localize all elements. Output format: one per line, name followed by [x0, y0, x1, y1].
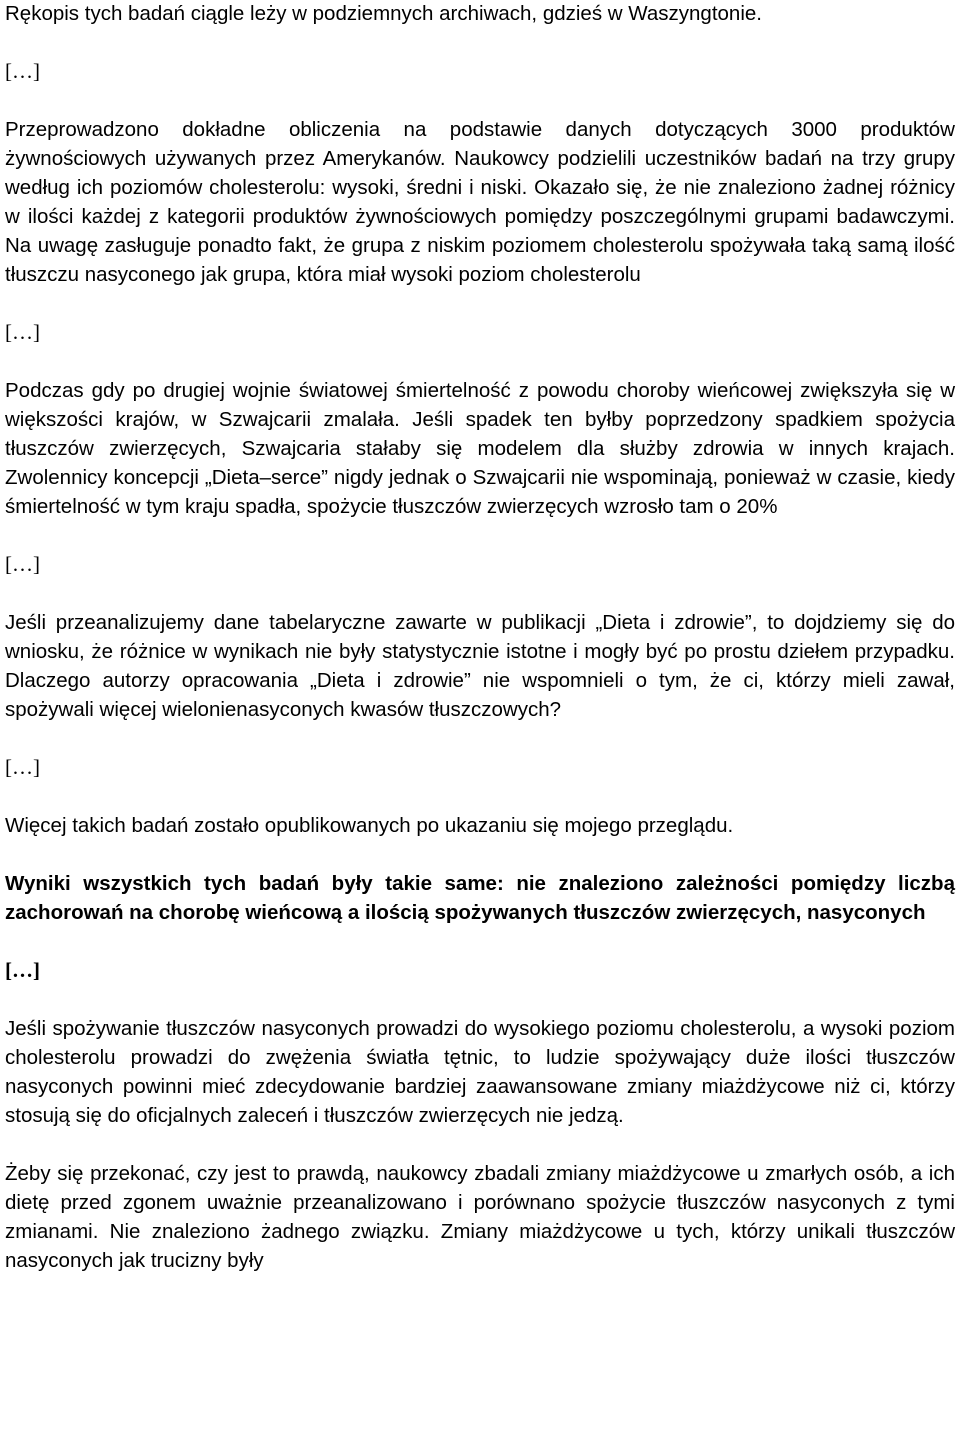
paragraph-text: Rękopis tych badań ciągle leży w podziemnych archiwach, gdzieś w Waszyngtonie.: [5, 2, 762, 25]
omission-marker: [5, 318, 955, 347]
paragraph-text: Jeśli przeanalizujemy dane tabelaryczne zawarte w publikacji „Dieta i zdrowie”, to dojdziemy się do wniosku, że różnice w wynikach nie były statystycznie istotne i mogły być po prostu dziełem przypadku. Dlaczego autorzy opracowania „Dieta i zdrowie” nie wspomnieli o tym, że ci, którzy mieli zawał, spożywali więcej wielonienasyconych kwasów tłuszczowych?: [5, 611, 955, 721]
omission-marker: [5, 753, 955, 782]
paragraph-results-bold: [5, 869, 955, 927]
omission-marker-text: […]: [5, 320, 40, 344]
paragraph-saturated-fats: [5, 1014, 955, 1130]
paragraph-manuscript: [5, 0, 955, 28]
paragraph-switzerland: [5, 376, 955, 521]
paragraph-text: Przeprowadzono dokładne obliczenia na podstawie danych dotyczących 3000 produktów żywnościowych używanych przez Amerykanów. Naukowcy podzielili uczestników badań na trzy grupy według ich poziomów cholesterolu: wysoki, średni i niski. Okazało się, że nie znaleziono żadnej różnicy w ilości każdej z kategorii produktów żywnościowych pomiędzy poszczególnymi grupami badawczymi. Na uwagę zasługuje ponadto fakt, że grupa z niskim poziomem cholesterolu spożywała taką samą ilość tłuszczu nasyconego jak grupa, która miał wysoki poziom cholesterolu: [5, 118, 955, 286]
paragraph-text: Podczas gdy po drugiej wojnie światowej śmiertelność z powodu choroby wieńcowej zwiększyła się w większości krajów, w Szwajcarii zmalała. Jeśli spadek ten byłby poprzedzony spadkiem spożycia tłuszczów zwierzęcych, Szwajcaria stałaby się modelem dla służby zdrowia w innych krajach. Zwolennicy koncepcji „Dieta–serce” nigdy jednak o Szwajcarii nie wspominają, ponieważ w czasie, kiedy śmiertelność w tym kraju spadła, spożycie tłuszczów zwierzęcych wzrosło tam o 20%: [5, 379, 955, 518]
paragraph-atherosclerosis: [5, 1159, 955, 1275]
paragraph-text: Jeśli spożywanie tłuszczów nasyconych prowadzi do wysokiego poziomu cholesterolu, a wysoki poziom cholesterolu prowadzi do zwężenia światła tętnic, to ludzie spożywający duże ilości tłuszczów nasyconych powinni mieć zdecydowanie bardziej zaawansowane zmiany miażdżycowe niż ci, którzy stosują się do oficjalnych zaleceń i tłuszczów zwierzęcych nie jedzą.: [5, 1017, 955, 1127]
omission-marker: [5, 550, 955, 579]
paragraph-text: Więcej takich badań zostało opublikowanych po ukazaniu się mojego przeglądu.: [5, 814, 734, 837]
omission-marker: [5, 57, 955, 86]
omission-marker-bold: [5, 956, 955, 985]
omission-marker-text: […]: [5, 755, 40, 779]
paragraph-text: Wyniki wszystkich tych badań były takie same: nie znaleziono zależności pomiędzy liczbą zachorowań na chorobę wieńcową a ilością spożywanych tłuszczów zwierzęcych, nasyconych: [5, 872, 955, 924]
omission-marker-text: […]: [5, 552, 40, 576]
omission-marker-text: […]: [5, 59, 40, 83]
paragraph-diet-and-health: [5, 608, 955, 724]
paragraph-text: Żeby się przekonać, czy jest to prawdą, naukowcy zbadali zmiany miażdżycowe u zmarłych osób, a ich dietę przed zgonem uważnie przeanalizowano i porównano spożycie tłuszczów nasyconych z tymi zmianami. Nie znaleziono żadnego związku. Zmiany miażdżycowe u tych, którzy unikali tłuszczów nasyconych jak trucizny były: [5, 1162, 955, 1272]
paragraph-calculations: [5, 115, 955, 289]
omission-marker-text: […]: [5, 958, 40, 982]
paragraph-more-studies: [5, 811, 955, 840]
